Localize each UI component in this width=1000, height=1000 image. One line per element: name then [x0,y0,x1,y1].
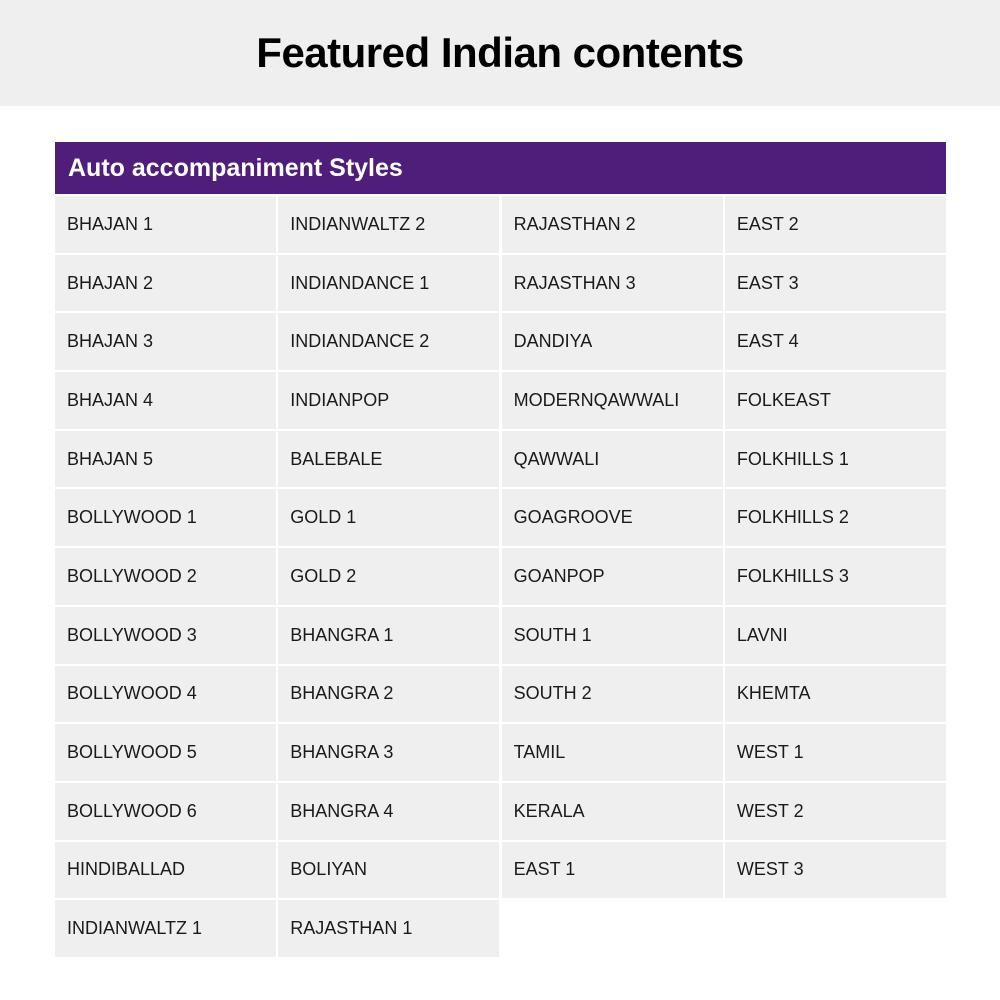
style-cell: BHAJAN 5 [55,431,276,488]
style-cell: MODERNQAWWALI [502,372,723,429]
style-cell: BOLLYWOOD 6 [55,783,276,840]
title-banner [0,0,1000,106]
panel-header-label: Auto accompaniment Styles [68,153,403,182]
style-cell: BOLLYWOOD 3 [55,607,276,664]
style-cell: SOUTH 1 [502,607,723,664]
style-cell: RAJASTHAN 1 [278,900,499,957]
style-cell: EAST 2 [725,196,946,253]
style-cell: GOLD 1 [278,489,499,546]
style-cell: BHAJAN 4 [55,372,276,429]
style-cell: INDIANDANCE 2 [278,313,499,370]
style-cell: BHAJAN 1 [55,196,276,253]
style-cell: HINDIBALLAD [55,842,276,899]
style-cell: RAJASTHAN 2 [502,196,723,253]
panel-header [55,142,946,194]
page-title: Featured Indian contents [256,29,744,76]
style-cell: EAST 1 [502,842,723,899]
style-cell: BHANGRA 1 [278,607,499,664]
style-cell: EAST 4 [725,313,946,370]
style-cell: BALEBALE [278,431,499,488]
styles-panel [55,142,946,957]
styles-grid [55,196,946,957]
style-cell: WEST 2 [725,783,946,840]
style-cell: GOLD 2 [278,548,499,605]
style-cell: BOLIYAN [278,842,499,899]
style-cell: FOLKEAST [725,372,946,429]
style-cell: BHANGRA 3 [278,724,499,781]
style-cell: BOLLYWOOD 1 [55,489,276,546]
style-cell: WEST 3 [725,842,946,899]
style-cell: LAVNI [725,607,946,664]
style-cell: GOAGROOVE [502,489,723,546]
style-cell: KHEMTA [725,666,946,723]
style-cell: BHAJAN 2 [55,255,276,312]
style-cell: INDIANPOP [278,372,499,429]
style-cell: SOUTH 2 [502,666,723,723]
style-cell: DANDIYA [502,313,723,370]
style-cell: BOLLYWOOD 5 [55,724,276,781]
style-cell: BOLLYWOOD 4 [55,666,276,723]
style-cell: WEST 1 [725,724,946,781]
style-cell: TAMIL [502,724,723,781]
style-cell: RAJASTHAN 3 [502,255,723,312]
style-cell: INDIANWALTZ 1 [55,900,276,957]
style-cell: INDIANDANCE 1 [278,255,499,312]
style-cell: GOANPOP [502,548,723,605]
style-cell: FOLKHILLS 3 [725,548,946,605]
style-cell: BHANGRA 2 [278,666,499,723]
style-cell: FOLKHILLS 1 [725,431,946,488]
style-cell: BHANGRA 4 [278,783,499,840]
style-cell: FOLKHILLS 2 [725,489,946,546]
style-cell: BOLLYWOOD 2 [55,548,276,605]
style-cell: QAWWALI [502,431,723,488]
style-cell: KERALA [502,783,723,840]
style-cell: EAST 3 [725,255,946,312]
style-cell: INDIANWALTZ 2 [278,196,499,253]
style-cell: BHAJAN 3 [55,313,276,370]
